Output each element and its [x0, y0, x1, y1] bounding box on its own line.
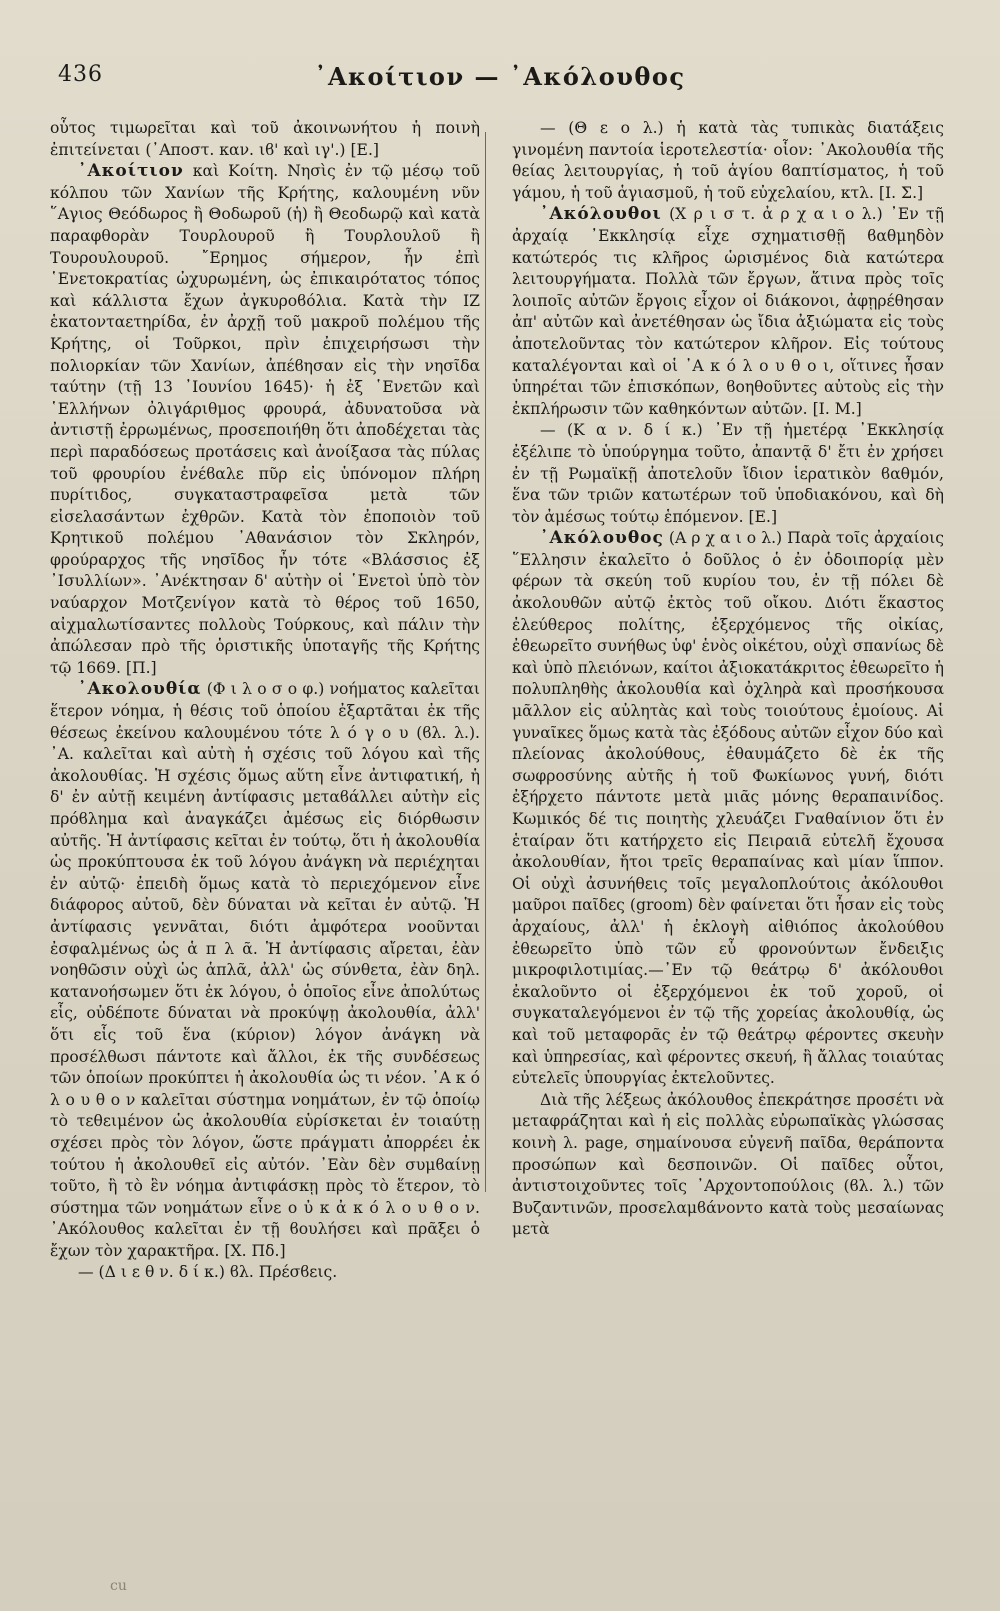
- paragraph-text: καὶ Κοίτη. Νησὶς ἐν τῷ μέσῳ τοῦ κόλπου τῶν Χανίων τῆς Κρήτης, καλουμένη νῦν ῞Αγιος Θεόδωρος ἢ Θοδωροῦ (ἡ) ἢ Θεοδωρῷ καὶ κατὰ παραφθορὰν Τουρλουροῦ ἢ Τουρλουλοῦ ἢ Τουρουλουροῦ. ῎Ερημος σήμερον, ἦν ἐπὶ ῾Ενετοκρατίας ὠχυρωμένη, ὡς ἐπικαιρότατος τόπος καὶ κάλλιστα ἔχων ἀγκυροϐόλια. Κατὰ τὴν ΙΖ ἑκατονταετηρίδα, ἐν ἀρχῇ τοῦ μακροῦ πολέμου τῆς Κρήτης, οἱ Τοῦρκοι, πρὶν ἐπιχειρήσωσι τὴν πολιορκίαν τῶν Χανίων, ἀπέϐησαν εἰς τὴν νησῖδα ταύτην (τῇ 13 ᾿Ιουνίου 1645)· ἡ ἐξ ῾Ενετῶν καὶ ῾Ελλήνων ὀλιγάριθμος φρουρά, ἀδυνατοῦσα νὰ ἀντιστῇ ἐρρωμένως, προσεποιήθη ὅτι ἀποδέχεται τὰς περὶ παραδόσεως προτάσεις καὶ ἀνοίξασα τὰς πύλας τοῦ φρουρίου ἐνέϐαλε πῦρ εἰς ὑπόνομον πλήρη πυρίτιδος, συγκαταστραφεῖσα μετὰ τῶν εἰσελασάντων ἐχθρῶν. Κατὰ τὸν ἐποποιὸν τοῦ Κρητικοῦ πολέμου ᾿Αθανάσιον τὸν Σκληρόν, φρούραρχος τῆς νησῖδος ἦν τότε «Βλάσσιος ἐξ ᾿Ισυλλίων». ᾿Ανέκτησαν δ' αὐτὴν οἱ ῾Ενετοὶ ὑπὸ τὸν ναύαρχον Μοτζενίγον κατὰ τὸ θέρος τοῦ 1650, αἰχμαλωτίσαντες πολλοὺς Τούρκους, καὶ πάλιν τὴν ἀπώλεσαν πρὸ τῆς ὁριστικῆς ὑποταγῆς τῆς Κρήτης τῷ 1669. [Π.]: [50, 162, 480, 677]
- paragraph-text: (Χ ρ ι σ τ. ἀ ρ χ α ι ο λ.) ᾿Εν τῇ ἀρχαίᾳ ᾿Εκκλησίᾳ εἶχε σχηματισθῇ ϐαθμηδὸν κατώτερός τις κλῆρος ὡρισμένος διὰ κατώτερα λειτουργήματα. Πολλὰ τῶν ἔργων, ἅτινα πρὸς τοῖς λοιποῖς αὐτῶν ἔργοις εἶχον οἱ διάκονοι, ἀφῃρέθησαν ἀπ' αὐτῶν καὶ ἀνετέθησαν ὡς ἴδια ἀξιώματα εἰς τοὺς ἀποτελοῦντας τὸν κατώτερον κλῆρον. Εἰς τούτους καταλέγονται καὶ οἱ ᾿Α κ ό λ ο υ θ ο ι, οἵτινες ἦσαν ὑπηρέται τῶν ἐπισκόπων, ϐοηθοῦντες αὐτοὺς εἰς τὴν ἐκπλήρωσιν τῶν καθηκόντων αὐτῶν. [Ι. Μ.]: [512, 205, 944, 418]
- paragraph-text: — (Θ ε ο λ.) ἡ κατὰ τὰς τυπικὰς διατάξεις γινομένη παντοία ἱεροτελεστία· οἷον: ᾿Ακολουθία τῆς θείας λειτουργίας, ἡ τοῦ ἁγίου ϐαπτίσματος, ἡ τοῦ γάμου, ἡ τοῦ ἁγιασμοῦ, ἡ τοῦ εὐχελαίου, κτλ. [Ι. Σ.]: [512, 119, 944, 202]
- page-header: [0, 62, 1000, 102]
- paragraph-text: — (Δ ι ε θ ν. δ ί κ.) ϐλ. Πρέσϐεις.: [78, 1263, 338, 1282]
- paragraph: [50, 118, 480, 161]
- entry-headword: ᾿Ακοίτιον: [78, 161, 184, 182]
- paragraph: [512, 420, 944, 528]
- running-head: ᾿Ακοίτιον — ᾿Ακόλουθος: [314, 62, 686, 91]
- paragraph: [50, 1262, 480, 1284]
- column-divider: [485, 132, 486, 1192]
- paragraph: [50, 679, 480, 1262]
- paragraph: [50, 161, 480, 679]
- paragraph: [512, 1090, 944, 1241]
- paragraph-text: (Α ρ χ α ι ο λ.) Παρὰ τοῖς ἀρχαίοις ῞Ελλησιν ἐκαλεῖτο ὁ δοῦλος ὁ ἐν ὁδοιπορίᾳ μὲν φέρων τὰ σκεύη τοῦ κυρίου του, ἐν τῇ πόλει δὲ ἀκολουθῶν αὐτῷ ἐκτὸς τοῦ οἴκου. Διότι ἕκαστος ἐλεύθερος πολίτης, ἐξερχόμενος τῆς οἰκίας, ἐθεωρεῖτο συνήθως ὑφ' ἑνὸς οἰκέτου, οὐχὶ σπανίως δὲ καὶ ὑπὸ πλειόνων, καίτοι ἀξιοκατάκριτος ἐθεωρεῖτο ἡ πολυπληθὴς ἀκολουθία καὶ ὀχληρὰ καὶ προσήκουσα μᾶλλον εἰς αὐλητὰς καὶ τοὺς τοιούτους ἐμοίους. Αἱ γυναῖκες ὅμως κατὰ τὰς ἐξόδους αὐτῶν εἶχον δύο καὶ πλείονας ἀκολούθους, ἐθαυμάζετο δὲ ἐκ τῆς σωφροσύνης αὐτῆς ἡ τοῦ Φωκίωνος γυνή, διότι ἐξήρχετο πάντοτε μετὰ μιᾶς μόνης θεραπαινίδος. Κωμικός δέ τις ποιητὴς χλευάζει Γναθαίνιον ὅτι ἐν ἑταίραν ὅτι κατήρχετο εἰς Πειραιᾶ εὐτελῆ ἔχουσα ἀκολουθίαν, ἤτοι τρεῖς θεραπαίνας καὶ μίαν ἵππον. Οἱ οὐχὶ ἀσυνήθεις τοῖς μεγαλοπλούτοις ἀκόλουθοι μαῦροι παῖδες (groom) δὲν φαίνεται ὅτι ἦσαν εἰς τοὺς ἀρχαίους, ἀλλ' ἡ ἐκλογὴ αἰθιόπος ἀκολούθου ἐθεωρεῖτο ὑπὸ τῶν εὖ φρονούντων ἔνδειξις μικροφιλοτιμίας.—᾿Εν τῷ θεάτρῳ δ' ἀκόλουθοι ἐκαλοῦντο οἱ ἐξερχόμενοι ἐκ τοῦ χοροῦ, οἱ συγκαταλεγόμενοι ἐν τῷ τῆς χορείας ἀκολουθίᾳ, ὡς καὶ τοῦ μεταφορᾶς ἐν τῷ θεάτρῳ φέροντες σκευὴν καὶ ὑπηρεσίας, καὶ φέροντες σκευή, ἢ ἄλλας τοιαύτας εὐτελεῖς ὑπουργίας ἐκτελοῦντες.: [512, 529, 944, 1088]
- right-column: [512, 118, 944, 1241]
- left-column: [50, 118, 480, 1284]
- entry-headword: ᾿Ακολουθία: [78, 679, 202, 700]
- page-number: 436: [58, 62, 103, 87]
- paragraph: [512, 118, 944, 204]
- paragraph: [512, 528, 944, 1089]
- paragraph-text: (Φ ι λ ο σ ο φ.) νοήματος καλεῖται ἕτερον νόημα, ἡ θέσις τοῦ ὁποίου ἐξαρτᾶται ἐκ τῆς θέσεως ἐκείνου καλουμένου τότε λ ό γ ο υ (ϐλ. λ.). ᾿Α. καλεῖται καὶ αὐτὴ ἡ σχέσις τοῦ λόγου καὶ τῆς ἀκολουθίας. Ἡ σχέσις ὅμως αὕτη εἶνε ἀντιφατική, ἡ δ' ἐν αὐτῇ κειμένη ἀντίφασις μεταϐάλλει αὐτὴν εἰς πρόϐλημα καὶ ἀναγκάζει ἀμέσως εἰς διόρθωσιν αὐτῆς. Ἡ ἀντίφασις κεῖται ἐν τούτῳ, ὅτι ἡ ἀκολουθία ὡς προκύπτουσα ἐκ τοῦ λόγου ἀνάγκη νὰ περιέχηται ἐν αὐτῷ· ἐπειδὴ ὅμως κατὰ τὸ περιεχόμενον εἶνε διάφορος αὐτοῦ, δὲν δύναται νὰ κεῖται ἐν αὐτῷ. Ἡ ἀντίφασις γεννᾶται, διότι ἀμφότερα νοοῦνται ἐσφαλμένως ὡς ἁ π λ ᾶ. Ἡ ἀντίφασις αἴρεται, ἐὰν νοηθῶσιν οὐχὶ ὡς ἁπλᾶ, ἀλλ' ὡς σύνθετα, ἐὰν δηλ. κατανοήσωμεν ὅτι ἐκ λόγου, ὁ ὁποῖος εἶνε ἀπολύτως εἷς, οὐδέποτε δύναται νὰ προκύψῃ ἀκολουθία, ἀλλ' ὅτι εἷς τοῦ ἕνα (κύριον) λόγον ἀνάγκη νὰ προσέλθωσι πάντοτε καὶ ἄλλοι, ἐκ τῆς συνδέσεως τῶν ὁποίων προκύπτει ἡ ἀκολουθία ὡς τι νέον. ᾿Α κ ό λ ο υ θ ο ν καλεῖται σύστημα νοημάτων, ἐν τῷ ὁποίῳ τὸ τεθειμένον ὡς ἀκολουθία εὑρίσκεται ἐν τοιαύτῃ σχέσει πρὸς τὸν λόγον, ὥστε πράγματι ἀπορρέει ἐκ τούτου ἡ ἀκολουθεῖ εἰς αὐτόν. ᾿Εὰν δὲν συμϐαίνῃ τοῦτο, ἢ τὸ ἓν νόημα ἀντιφάσκῃ πρὸς τὸ ἕτερον, τὸ σύστημα τῶν νοημάτων εἶνε ο ὐ κ ἀ κ ό λ ο υ θ ο ν. ᾿Ακόλουθος καλεῖται ἐν τῇ ϐουλήσει καὶ πρᾶξει ὁ ἔχων τὸν χαρακτῆρα. [Χ. Πδ.]: [50, 680, 480, 1260]
- footer-smudge: cu: [110, 1578, 127, 1594]
- paragraph-text: Διὰ τῆς λέξεως ἀκόλουθος ἐπεκράτησε προσέτι νὰ μεταφράζηται καὶ ἡ εἰς πολλὰς εὐρωπαϊκὰς γλώσσας κοινὴ λ. page, σημαίνουσα εὐγενῆ παῖδα, θεράποντα προσώπων καὶ δεσποινῶν. Οἱ παῖδες οὗτοι, ἀντιστοιχοῦντες τοῖς ᾿Αρχοντοπούλοις (ϐλ. λ.) τῶν Βυζαντινῶν, προσελαμϐάνοντο κατὰ τοὺς μεσαίωνας μετὰ: [512, 1090, 944, 1239]
- paragraph-text: — (Κ α ν. δ ί κ.) ᾿Εν τῇ ἡμετέρᾳ ᾿Εκκλησίᾳ ἐξέλιπε τὸ ὑπούργημα τοῦτο, ἀπαντᾷ δ' ἔτι ἐν χρήσει ἐν τῇ Ρωμαϊκῇ ἀποτελοῦν ἴδιον ἱερατικὸν ϐαθμόν, ἕνα τῶν τριῶν κατωτέρων τοῦ ὑποδιακόνου, καὶ δὴ τὸν ἀμέσως τούτῳ ἑπόμενον. [Ε.]: [512, 421, 944, 526]
- paragraph-text: οὗτος τιμωρεῖται καὶ τοῦ ἀκοινωνήτου ἡ ποινὴ ἐπιτείνεται (᾿Αποστ. καν. ιϐ' καὶ ιγ'.) [Ε.]: [50, 119, 480, 159]
- paragraph: [512, 204, 944, 420]
- entry-headword: ᾿Ακόλουθος: [540, 528, 664, 549]
- entry-headword: ᾿Ακόλουθοι: [540, 204, 662, 225]
